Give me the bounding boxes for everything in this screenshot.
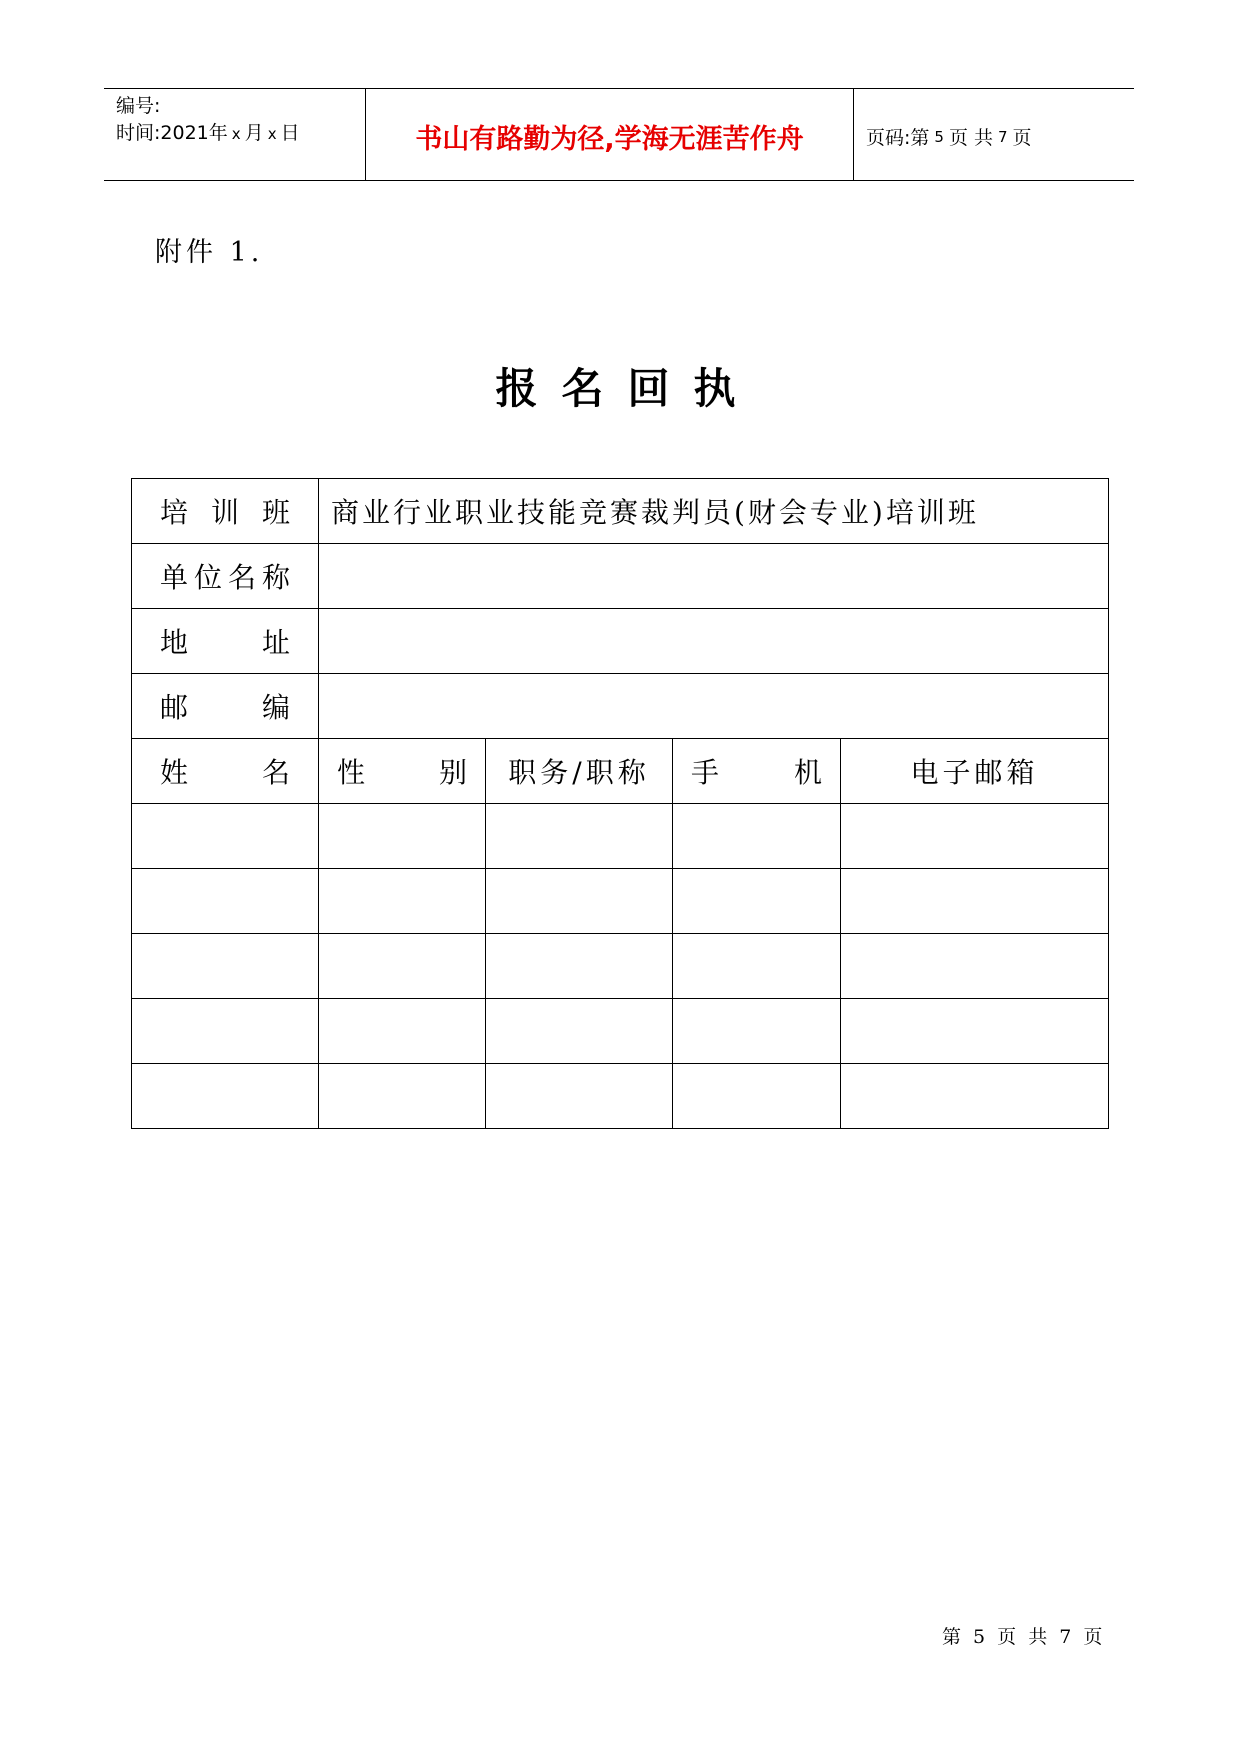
participant-mobile-cell[interactable] <box>673 1064 841 1129</box>
form-row-postcode <box>132 674 1109 739</box>
attachment-label: 附件 1. <box>155 237 264 268</box>
header-motto: 书山有路勤为径,学海无涯苦作舟 <box>366 89 854 180</box>
address-field[interactable] <box>319 609 1109 674</box>
participant-gender-cell[interactable] <box>319 869 486 934</box>
organization-label: 单位名称 <box>132 544 319 609</box>
participant-email-cell[interactable] <box>841 804 1109 869</box>
participant-email-cell[interactable] <box>841 999 1109 1064</box>
column-header-email: 电子邮箱 <box>841 739 1109 804</box>
participant-gender-cell[interactable] <box>319 934 486 999</box>
postcode-label: 邮编 <box>132 674 319 739</box>
training-class-label: 培训班 <box>132 479 319 544</box>
page-footer: 第 5 页 共 7 页 <box>942 1626 1106 1648</box>
participant-name-cell[interactable] <box>132 934 319 999</box>
participant-row <box>132 934 1109 999</box>
participant-name-cell[interactable] <box>132 804 319 869</box>
participant-position-cell[interactable] <box>486 804 673 869</box>
address-label: 地址 <box>132 609 319 674</box>
page-header <box>104 88 1134 181</box>
form-row-training-class <box>132 479 1109 544</box>
header-meta <box>104 89 366 180</box>
participant-mobile-cell[interactable] <box>673 869 841 934</box>
document-number-label: 编号: <box>116 95 161 117</box>
participant-position-cell[interactable] <box>486 869 673 934</box>
participant-header-row <box>132 739 1109 804</box>
participant-row <box>132 999 1109 1064</box>
column-header-position: 职务/职称 <box>486 739 673 804</box>
participant-mobile-cell[interactable] <box>673 999 841 1064</box>
participant-email-cell[interactable] <box>841 869 1109 934</box>
form-row-organization <box>132 544 1109 609</box>
participant-position-cell[interactable] <box>486 999 673 1064</box>
participant-position-cell[interactable] <box>486 1064 673 1129</box>
participant-gender-cell[interactable] <box>319 999 486 1064</box>
postcode-field[interactable] <box>319 674 1109 739</box>
participant-gender-cell[interactable] <box>319 1064 486 1129</box>
form-row-address <box>132 609 1109 674</box>
participant-mobile-cell[interactable] <box>673 934 841 999</box>
registration-form-table <box>131 478 1109 1129</box>
participant-name-cell[interactable] <box>132 999 319 1064</box>
column-header-mobile: 手机 <box>673 739 841 804</box>
column-header-name: 姓名 <box>132 739 319 804</box>
participant-position-cell[interactable] <box>486 934 673 999</box>
participant-name-cell[interactable] <box>132 1064 319 1129</box>
page-title: 报名回执 <box>495 364 760 413</box>
document-time: 时间:2021年 x 月 x 日 <box>116 122 300 144</box>
participant-row <box>132 869 1109 934</box>
participant-mobile-cell[interactable] <box>673 804 841 869</box>
participant-gender-cell[interactable] <box>319 804 486 869</box>
participant-row <box>132 1064 1109 1129</box>
header-page-number: 页码:第 5 页 共 7 页 <box>866 127 1032 149</box>
organization-field[interactable] <box>319 544 1109 609</box>
participant-email-cell[interactable] <box>841 934 1109 999</box>
column-header-gender: 性别 <box>319 739 486 804</box>
participant-row <box>132 804 1109 869</box>
participant-name-cell[interactable] <box>132 869 319 934</box>
participant-email-cell[interactable] <box>841 1064 1109 1129</box>
training-class-value: 商业行业职业技能竞赛裁判员(财会专业)培训班 <box>319 479 1109 544</box>
